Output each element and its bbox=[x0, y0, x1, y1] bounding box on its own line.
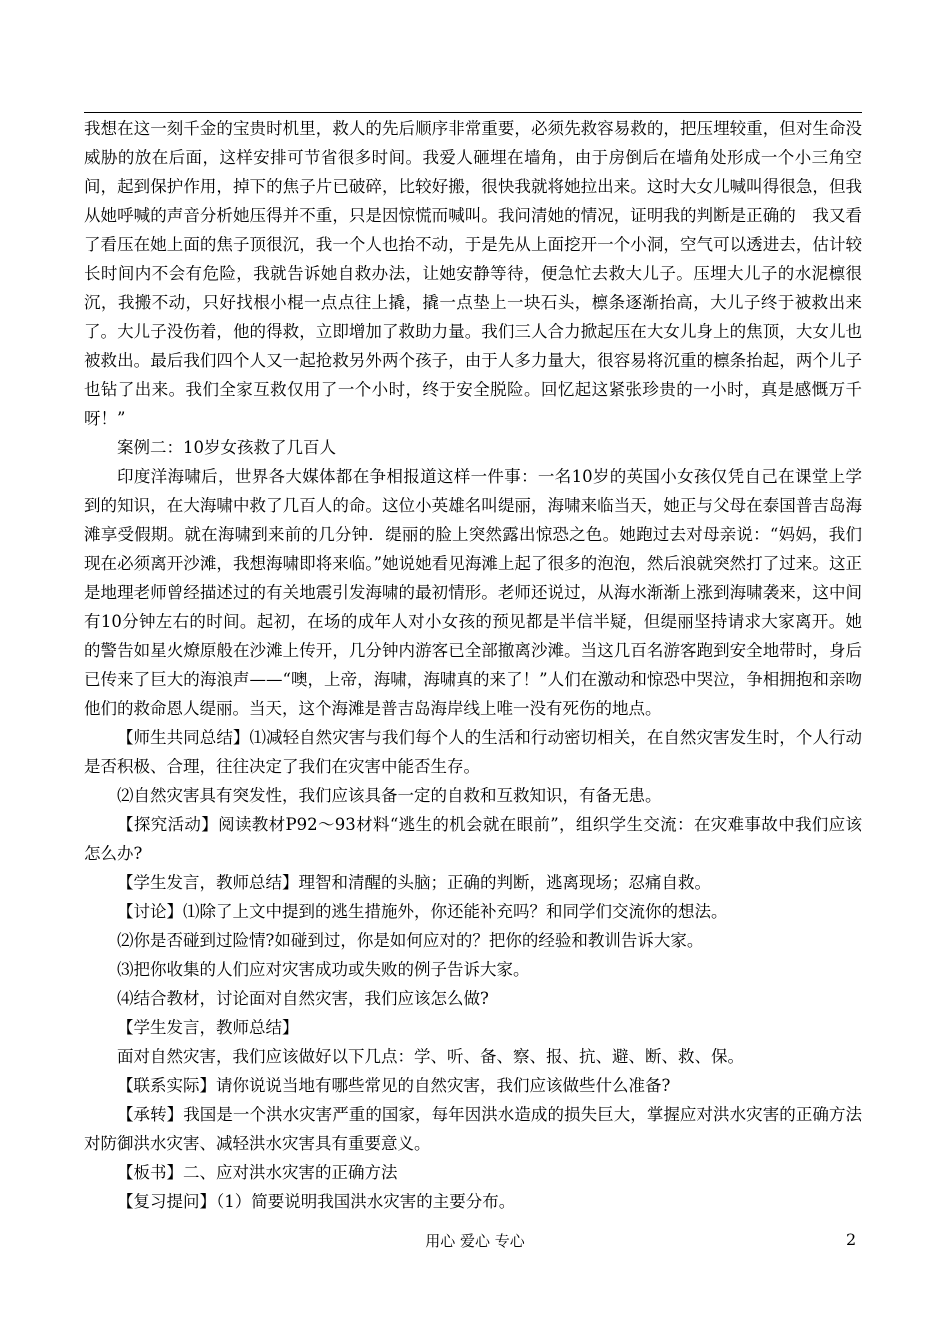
header-rule bbox=[84, 112, 862, 113]
discussion-item: ⑷结合教材，讨论面对自然灾害，我们应该怎么做? bbox=[117, 989, 489, 1008]
discussion-item: ⑶把你收集的人们应对灾害成功或失败的例子告诉大家。 bbox=[117, 960, 530, 979]
board-heading: 【板书】二、应对洪水灾害的正确方法 bbox=[117, 1163, 398, 1182]
page-number: 2 bbox=[846, 1230, 857, 1249]
summary-paragraph: ⑵自然灾害具有突发性，我们应该具备一定的自救和互救知识，有备无患。 bbox=[117, 786, 662, 805]
discussion-item: ⑵你是否碰到过险情?如碰到过，你是如何应对的？把你的经验和教训告诉大家。 bbox=[117, 931, 704, 950]
discussion-item: 【讨论】⑴除了上文中提到的逃生措施外，你还能补充吗？和同学们交流你的想法。 bbox=[117, 902, 728, 921]
summary-paragraph: 【师生共同总结】⑴减轻自然灾害与我们每个人的生活和行动密切相关，在自然灾害发生时，个人行动是否积极、合理，往往决定了我们在灾害中能否生存。 bbox=[84, 728, 862, 776]
footer-motto: 用心 爱心 专心 bbox=[425, 1232, 525, 1250]
document-body bbox=[84, 114, 862, 1216]
paragraph: 我想在这一刻千金的宝贵时机里，救人的先后顺序非常重要，必须先救容易救的，把压埋较重，但对生命没威胁的放在后面，这样安排可节省很多时间。我爱人砸埋在墙角，由于房倒后在墙角处形成一个小三角空间，起到保护作用，掉下的焦子片已破碎，比较好搬，很快我就将她拉出来。这时大女儿喊叫得很急，但我从她呼喊的声音分析她压得并不重，只是因惊慌而喊叫。我问清她的情况，证明我的判断是正确的 我又看了看压在她上面的焦子顶很沉，我一个人也抬不动，于是先从上面挖开一个小洞，空气可以透进去，估计较长时间内不会有危险，我就告诉她自救办法，让她安静等待，便急忙去救大儿子。压埋大儿子的水泥檩很沉，我搬不动，只好找根小棍一点点往上撬，撬一点垫上一块石头，檩条逐渐抬高，大儿子终于被救出来了。大儿子没伤着，他的得救，立即增加了救助力量。我们三人合力掀起压在大女儿身上的焦顶，大女儿也被救出。最后我们四个人又一起抢救另外两个孩子，由于人多力量大，很容易将沉重的檩条抬起，两个儿子也钻了出来。我们全家互救仅用了一个小时，终于安全脱险。回忆起这紧张珍贵的一小时，真是感慨万千呀！” bbox=[84, 119, 862, 428]
summary-heading: 【学生发言，教师总结】 bbox=[117, 1018, 299, 1037]
paragraph: 【复习提问】（1）简要说明我国洪水灾害的主要分布。 bbox=[117, 1192, 516, 1211]
paragraph: 面对自然灾害，我们应该做好以下几点：学、听、备、察、报、抗、避、断、救、保。 bbox=[117, 1047, 744, 1066]
paragraph: 【联系实际】请你说说当地有哪些常见的自然灾害，我们应该做些什么准备? bbox=[117, 1076, 671, 1095]
paragraph: 印度洋海啸后，世界各大媒体都在争相报道这样一件事：一名10岁的英国小女孩仅凭自己在课堂上学到的知识，在大海啸中救了几百人的命。这位小英雄名叫缇丽，海啸来临当天，她正与父母在泰国普吉岛海滩享受假期。就在海啸到来前的几分钟．缇丽的脸上突然露出惊恐之色。她跑过去对母亲说：“妈妈，我们现在必须离开沙滩，我想海啸即将来临。”她说她看见海滩上起了很多的泡泡，然后浪就突然打了过来。这正是地理老师曾经描述过的有关地震引发海啸的最初情形。老师还说过，从海水渐渐上涨到海啸袭来，这中间有10分钟左右的时间。起初，在场的成年人对小女孩的预见都是半信半疑，但缇丽坚持请求大家离开。她的警告如星火燎原般在沙滩上传开，几分钟内游客已全部撤离沙滩。当这几百名游客跑到安全地带时，身后已传来了巨大的海浪声——“噢，上帝，海啸，海啸真的来了！”人们在激动和惊恐中哭泣，争相拥抱和亲吻他们的救命恩人缇丽。当天，这个海滩是普吉岛海岸线上唯一没有死伤的地点。 bbox=[84, 467, 862, 718]
case-heading: 案例二：10岁女孩救了几百人 bbox=[117, 438, 336, 457]
activity-paragraph: 【探究活动】阅读教材P92～93材料“逃生的机会就在眼前”，组织学生交流：在灾难事故中我们应该怎么办? bbox=[84, 815, 862, 863]
paragraph: 【承转】我国是一个洪水灾害严重的国家，每年因洪水造成的损失巨大，掌握应对洪水灾害的正确方法对防御洪水灾害、减轻洪水灾害具有重要意义。 bbox=[84, 1105, 862, 1153]
page-footer bbox=[0, 1226, 950, 1256]
summary-paragraph: 【学生发言，教师总结】理智和清醒的头脑；正确的判断，逃离现场；忍痛自救。 bbox=[117, 873, 711, 892]
